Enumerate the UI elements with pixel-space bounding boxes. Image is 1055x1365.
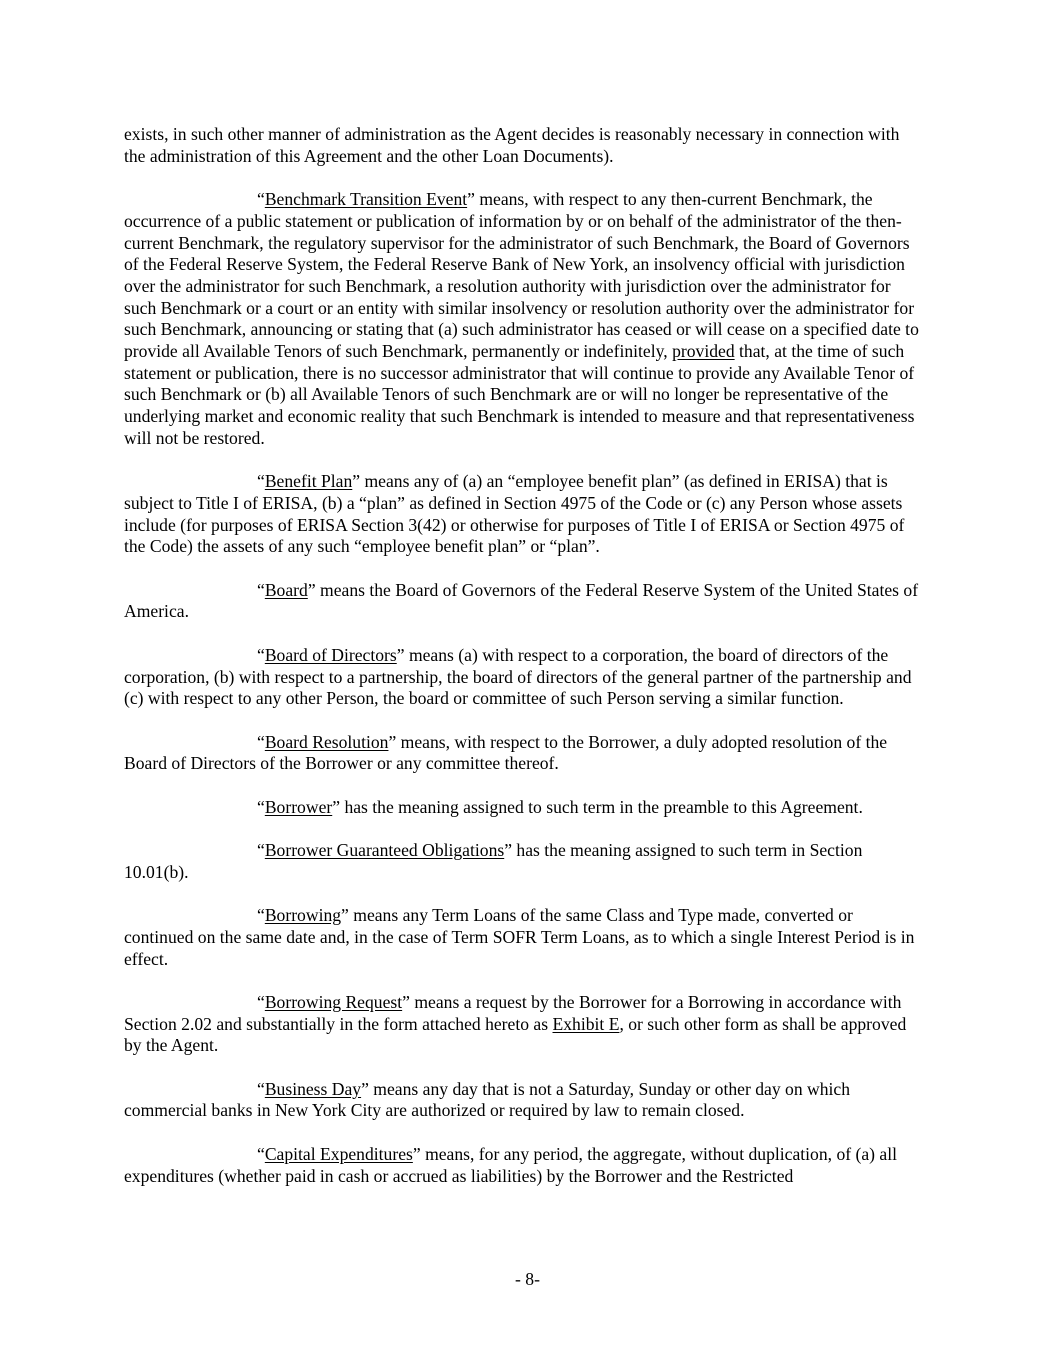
definition-borrowing-request xyxy=(124,992,924,1057)
open-quote: “ xyxy=(257,579,265,600)
defined-term: Borrower Guaranteed Obligations xyxy=(264,840,505,861)
defined-term: Benefit Plan xyxy=(264,471,353,492)
open-quote: “ xyxy=(257,905,265,926)
definition-board xyxy=(124,580,924,623)
definition-text: , or such other form as shall be approved by the Agent. xyxy=(124,1013,907,1056)
definition-benefit-plan xyxy=(124,471,924,558)
definition-text: that, at the time of such statement or publication, there is no successor administrator that will continue to provide any Available Tenor of such Benchmark or (b) all Available Tenors of such Benchmark are or will no longer be representative of the underlying market and economic reality that such Benchmark is intended to measure and that representativeness will not be restored. xyxy=(124,341,915,448)
open-quote: “ xyxy=(257,991,265,1012)
definition-text: ” means any of (a) an “employee benefit plan” (as defined in ERISA) that is subject to Title I of ERISA, (b) a “plan” as defined in Section 4975 of the Code or (c) any Person whose assets include (for purposes of ERISA Section 3(42) or otherwise for purposes of Title I of ERISA or Section 4975 of the Code) the assets of any such “employee benefit plan” or “plan”. xyxy=(124,471,905,557)
defined-term: Borrowing xyxy=(264,905,342,926)
definition-capital-expenditures xyxy=(124,1144,924,1187)
definition-board-of-directors xyxy=(124,645,924,710)
open-quote: “ xyxy=(257,840,265,861)
definition-borrower-guaranteed-obligations xyxy=(124,840,924,883)
open-quote: “ xyxy=(257,796,265,817)
definition-business-day xyxy=(124,1079,924,1122)
defined-term: Capital Expenditures xyxy=(264,1143,413,1164)
exhibit-reference: Exhibit E xyxy=(552,1013,620,1034)
definition-text: ” means, with respect to the Borrower, a duly adopted resolution of the Board of Directors of the Borrower or any committee thereof. xyxy=(124,731,888,774)
defined-term: Business Day xyxy=(264,1078,362,1099)
open-quote: “ xyxy=(257,1078,265,1099)
definition-benchmark-transition-event xyxy=(124,189,924,449)
definition-text: ” means a request by the Borrower for a Borrowing in accordance with Section 2.02 and substantially in the form attached hereto as xyxy=(124,991,902,1034)
definition-text: ” has the meaning assigned to such term in the preamble to this Agreement. xyxy=(332,796,863,817)
defined-term: Borrower xyxy=(264,796,333,817)
underlined-word-provided: provided xyxy=(672,341,735,362)
definition-text: ” means any Term Loans of the same Class and Type made, converted or continued on the same date and, in the case of Term SOFR Term Loans, as to which a single Interest Period is in effect. xyxy=(124,905,915,969)
definition-text: ” means the Board of Governors of the Federal Reserve System of the United States of America. xyxy=(124,579,919,622)
definition-text: ” means, with respect to any then-current Benchmark, the occurrence of a public statement or publication of information by or on behalf of the administrator of the then-current Benchmark, the regulatory supervisor for the administrator of such Benchmark, the Board of Governors of the Federal Reserve System, the Federal Reserve Bank of New York, an insolvency official with jurisdiction over the administrator for such Benchmark, a resolution authority with jurisdiction over the administrator for such Benchmark or a court or an entity with similar insolvency or resolution authority over the administrator for such Benchmark, announcing or stating that (a) such administrator has ceased or will cease on a specified date to provide all Available Tenors of such Benchmark, permanently or indefinitely, xyxy=(124,189,919,362)
open-quote: “ xyxy=(257,644,265,665)
defined-term: Board Resolution xyxy=(264,731,389,752)
defined-term: Borrowing Request xyxy=(264,991,403,1012)
defined-term: Benchmark Transition Event xyxy=(264,189,468,210)
open-quote: “ xyxy=(257,731,265,752)
defined-term: Board of Directors xyxy=(264,644,397,665)
page-number: - 8- xyxy=(515,1269,540,1289)
definition-borrowing xyxy=(124,905,924,970)
paragraph-continuation xyxy=(124,124,924,167)
definition-text: ” means, for any period, the aggregate, without duplication, of (a) all expenditures (whether paid in cash or accrued as liabilities) by the Borrower and the Restricted xyxy=(124,1143,898,1186)
definition-text: ” means (a) with respect to a corporation, the board of directors of the corporation, (b) with respect to a partnership, the board of directors of the general partner of the partnership and (c) with respect to any other Person, the board or committee of such Person serving a similar function. xyxy=(124,644,912,709)
document-body xyxy=(124,124,924,1209)
definition-text: ” has the meaning assigned to such term in Section 10.01(b). xyxy=(124,840,863,882)
definition-borrower xyxy=(124,797,924,819)
definition-text: ” means any day that is not a Saturday, Sunday or other day on which commercial banks in New York City are authorized or required by law to remain closed. xyxy=(124,1078,851,1121)
paragraph-text: exists, in such other manner of administration as the Agent decides is reasonably necessary in connection with the administration of this Agreement and the other Loan Documents). xyxy=(124,124,900,166)
open-quote: “ xyxy=(257,471,265,492)
definition-board-resolution xyxy=(124,732,924,775)
open-quote: “ xyxy=(257,1143,265,1164)
defined-term: Board xyxy=(264,579,308,600)
open-quote: “ xyxy=(257,189,265,210)
